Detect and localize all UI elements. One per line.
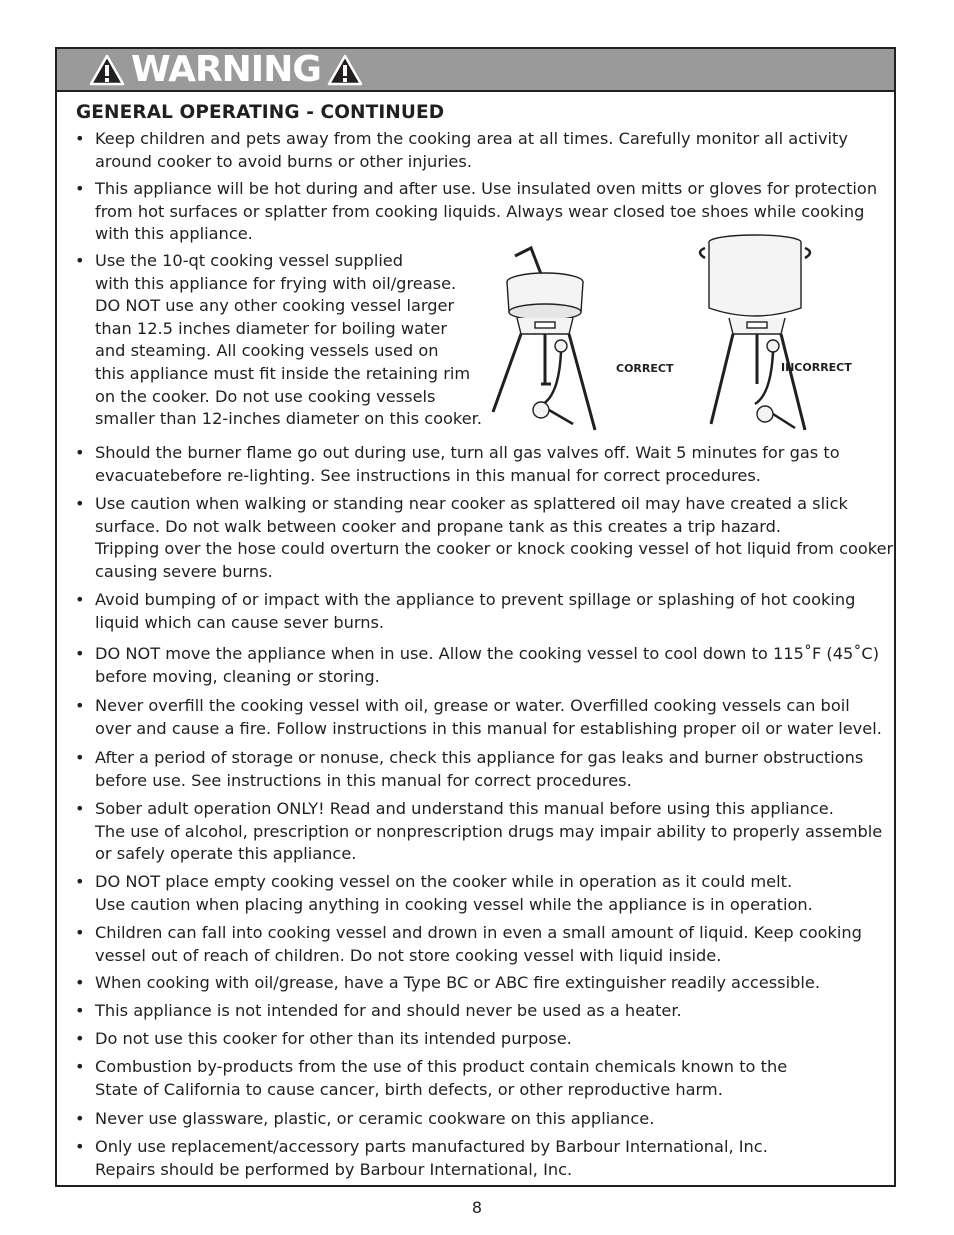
warning-text-line: with this appliance for frying with oil/grease. (95, 273, 457, 293)
warning-text-line: • Use the 10-qt cooking vessel supplied (95, 251, 404, 270)
warning-box (55, 47, 896, 1187)
warning-text-line: on the cooker. Do not use cooking vessels (95, 386, 436, 406)
warning-triangle-icon (89, 54, 125, 86)
warning-text-line: liquid which can cause sever burns. (95, 612, 385, 632)
warning-text-line: • Keep children and pets away from the cooking area at all times. Carefully monitor all activity (95, 129, 848, 148)
warning-title-text: WARNING (131, 49, 321, 90)
warning-text-line: surface. Do not walk between cooker and propane tank as this creates a trip hazard. (95, 516, 782, 536)
warning-text-line: vessel out of reach of children. Do not store cooking vessel with liquid inside. (95, 945, 722, 965)
warning-text-line: evacuatebefore re-lighting. See instructions in this manual for correct procedures. (95, 465, 761, 485)
warning-list-item (95, 972, 895, 995)
warning-text-line: smaller than 12-inches diameter on this cooker. (95, 409, 482, 429)
warning-list-item (95, 1028, 895, 1051)
warning-text-line: or safely operate this appliance. (95, 844, 357, 864)
warning-list-item (95, 589, 895, 634)
warning-text-line: • This appliance is not intended for and should never be used as a heater. (95, 1001, 682, 1020)
warning-list-item (95, 922, 895, 967)
warning-list-item (95, 871, 895, 916)
warning-text-line: • Use caution when walking or standing near cooker as splattered oil may have created a slick (95, 494, 848, 513)
warning-text-line: • DO NOT place empty cooking vessel on the cooker while in operation as it could melt. (95, 872, 793, 891)
warning-list-item (95, 128, 895, 173)
warning-list-item (95, 1000, 895, 1023)
warning-text-line: around cooker to avoid burns or other injuries. (95, 151, 472, 171)
warning-text-line: Tripping over the hose could overturn the cooker or knock cooking vessel of hot liquid from cooker (95, 539, 894, 559)
warning-text-line: before moving, cleaning or storing. (95, 666, 380, 686)
warning-text-line: • Sober adult operation ONLY! Read and understand this manual before using this appliance. (95, 799, 834, 818)
warning-text-line: and steaming. All cooking vessels used on (95, 341, 439, 361)
correct-label: CORRECT (616, 362, 674, 375)
cooker-illustration (483, 234, 852, 434)
warning-list-item (95, 643, 895, 688)
warning-text-line: • Never use glassware, plastic, or ceramic cookware on this appliance. (95, 1109, 655, 1128)
warning-text-line: Use caution when placing anything in cooking vessel while the appliance is in operation. (95, 894, 813, 914)
warning-banner (57, 49, 894, 92)
warning-text-line: • Should the burner flame go out during use, turn all gas valves off. Wait 5 minutes for gas to (95, 443, 840, 462)
page-number: 8 (471, 1198, 483, 1217)
warning-text-line: • Children can fall into cooking vessel and drown in even a small amount of liquid. Keep cooking (95, 923, 862, 942)
warning-text-line: before use. See instructions in this manual for correct procedures. (95, 770, 632, 790)
incorrect-label: INCORRECT (781, 361, 852, 374)
warning-text-line: over and cause a fire. Follow instructions in this manual for establishing proper oil or water level. (95, 718, 882, 738)
warning-list-item (95, 1056, 895, 1101)
warning-text-line: • When cooking with oil/grease, have a Type BC or ABC fire extinguisher readily accessible. (95, 973, 820, 992)
warning-title (83, 50, 369, 90)
warning-list-item (95, 442, 895, 487)
warning-text-line: • Never overfill the cooking vessel with oil, grease or water. Overfilled cooking vessels can boil (95, 696, 850, 715)
warning-text-line: • Only use replacement/accessory parts manufactured by Barbour International, Inc. (95, 1137, 768, 1156)
warning-text-line: • This appliance will be hot during and after use. Use insulated oven mitts or gloves for protection (95, 179, 878, 198)
warning-list-item (95, 493, 895, 583)
warning-text-line: • Do not use this cooker for other than its intended purpose. (95, 1029, 572, 1048)
warning-text-line: • After a period of storage or nonuse, check this appliance for gas leaks and burner obstructions (95, 748, 864, 767)
warning-text-line: from hot surfaces or splatter from cooking liquids. Always wear closed toe shoes while cooking (95, 201, 865, 221)
warning-list-item (95, 747, 895, 792)
warning-text-line: Repairs should be performed by Barbour International, Inc. (95, 1159, 573, 1179)
warning-text-line: State of California to cause cancer, birth defects, or other reproductive harm. (95, 1079, 723, 1099)
warning-list-item (95, 1136, 895, 1181)
warning-text-line: DO NOT use any other cooking vessel larger (95, 296, 455, 316)
warning-text-line: with this appliance. (95, 224, 253, 244)
correct-cooker-drawing (493, 248, 595, 430)
warning-list-item (95, 1108, 895, 1131)
warning-list-item (95, 798, 895, 866)
warning-text-line: • Avoid bumping of or impact with the appliance to prevent spillage or splashing of hot cooking (95, 590, 856, 609)
warning-text-line: this appliance must fit inside the retaining rim (95, 363, 471, 383)
warning-text-line: than 12.5 inches diameter for boiling water (95, 318, 447, 338)
warning-text-line: The use of alcohol, prescription or nonprescription drugs may impair ability to properly assemble (95, 821, 883, 841)
warning-list-item (95, 695, 895, 740)
warning-text-line: causing severe burns. (95, 561, 273, 581)
section-title: GENERAL OPERATING - CONTINUED (76, 102, 445, 123)
warning-triangle-icon (327, 54, 363, 86)
warning-text-line: • DO NOT move the appliance when in use. Allow the cooking vessel to cool down to 115˚F (45˚C) (95, 644, 880, 663)
incorrect-cooker-drawing (700, 235, 810, 430)
warning-text-line: • Combustion by-products from the use of this product contain chemicals known to the (95, 1057, 788, 1076)
